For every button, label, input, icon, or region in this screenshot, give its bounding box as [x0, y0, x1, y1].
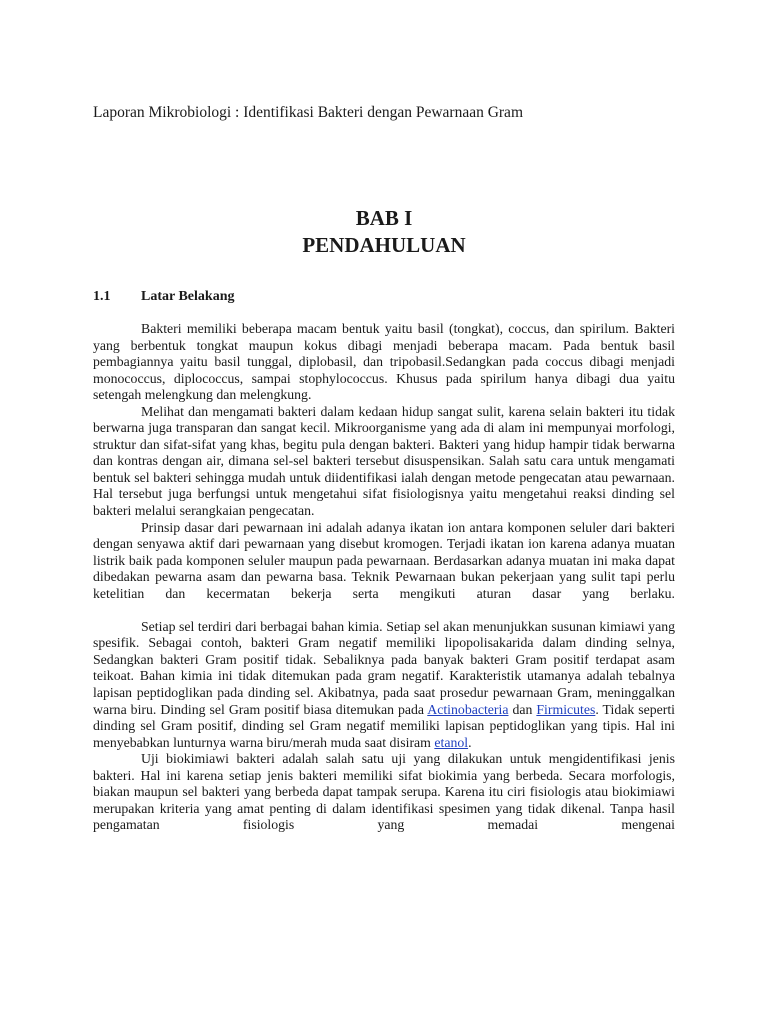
- paragraph-text: dan: [508, 701, 537, 717]
- section-heading: [93, 289, 234, 305]
- document-title: Laporan Mikrobiologi : Identifikasi Bakteri dengan Pewarnaan Gram: [93, 104, 523, 121]
- link-etanol[interactable]: etanol: [434, 734, 469, 750]
- chapter-label: BAB I: [355, 206, 413, 230]
- body-text: [93, 321, 675, 834]
- paragraph-mengamati-bakteri: Melihat dan mengamati bakteri dalam kedaan hidup sangat sulit, karena selain bakteri itu tidak berwarna juga transparan dan sangat kecil. Mikroorganisme yang ada di alam ini mempunyai morfologi, struktur dan sifat-sifat yang khas, begitu pula dengan bakteri. Bakteri yang hidup hampir tidak berwarna dan kontras dengan air, dimana sel-sel bakteri tersebut disuspensikan. Salah satu cara untuk mengamati bentuk sel bakteri sehingga mudah untuk diidentifikasi ialah dengan metode pengecatan atau pewarnaan. Hal tersebut juga berfungsi untuk mengetahui sifat fisiologisnya yaitu mengetahui reaksi dinding sel bakteri melalui serangkaian pengecatan.: [93, 403, 675, 519]
- section-number: 1.1: [93, 289, 111, 304]
- chapter-title: PENDAHULUAN: [302, 233, 466, 257]
- paragraph-susunan-kimiawi: [93, 619, 675, 751]
- section-title: Latar Belakang: [141, 289, 235, 304]
- link-actinobacteria[interactable]: Actinobacteria: [427, 701, 509, 717]
- paragraph-uji-biokimiawi: Uji biokimiawi bakteri adalah salah satu uji yang dilakukan untuk mengidentifikasi jenis bakteri. Hal ini karena setiap jenis bakteri memiliki sifat biokimia yang berbeda. Secara morfologis, biakan maupun sel bakteri yang berbeda dapat tampak serupa. Karena itu ciri fisiologis atau biokimiawi merupakan kriteria yang amat penting di dalam identifikasi spesimen yang tidak dikenal. Tanpa hasil pengamatan fisiologis yang memadai mengenai: [93, 751, 675, 833]
- paragraph-text: . Tidak seperti dinding sel Gram positif, dinding sel Gram negatif memiliki lapisan peptidoglikan yang tipis. Hal ini menyebabkan lunturnya warna biru/merah muda saat disiram: [93, 701, 675, 750]
- link-firmicutes[interactable]: Firmicutes: [536, 701, 596, 717]
- paragraph-text: .: [468, 734, 472, 750]
- paragraph-text: Setiap sel terdiri dari berbagai bahan kimia. Setiap sel akan menunjukkan susunan kimiawi yang spesifik. Sebagai contoh, bakteri Gram negatif memiliki lipopolisakarida dalam dinding selnya, Sedangkan bakteri Gram positif tidak. Sebaliknya pada banyak bakteri Gram positif terdapat asam teikoat. Bahan kimia ini tidak ditemukan pada gram negatif. Karakteristik utamanya adalah tebalnya lapisan peptidoglikan pada dinding sel. Akibatnya, pada saat prosedur pewarnaan Gram, meninggalkan warna biru. Dinding sel Gram positif biasa ditemukan pada: [93, 618, 675, 717]
- paragraph-bentuk-bakteri: Bakteri memiliki beberapa macam bentuk yaitu basil (tongkat), coccus, dan spirilum. Bakteri yang berbentuk tongkat maupun kokus dibagi menjadi beberapa macam. Pada bentuk basil pembagiannya yaitu basil tunggal, diplobasil, dan tripobasil.Sedangkan pada coccus dibagi menjadi monococcus, diplococcus, sampai stophylococcus. Khusus pada spirilum hanya dibagi dua yaitu setengah melengkung dan melengkung.: [93, 321, 675, 403]
- paragraph-prinsip-pewarnaan: Prinsip dasar dari pewarnaan ini adalah adanya ikatan ion antara komponen seluler dari bakteri dengan senyawa aktif dari pewarnaan yang disebut kromogen. Terjadi ikatan ion karena adanya muatan listrik baik pada komponen seluler maupun pada pewarnaan. Berdasarkan adanya muatan ini maka dapat dibedakan pewarna asam dan pewarna basa. Teknik Pewarnaan bukan pekerjaan yang sulit tapi perlu ketelitian dan kecermatan bekerja serta mengikuti aturan dasar yang berlaku.: [93, 519, 675, 601]
- chapter-heading: [0, 205, 768, 259]
